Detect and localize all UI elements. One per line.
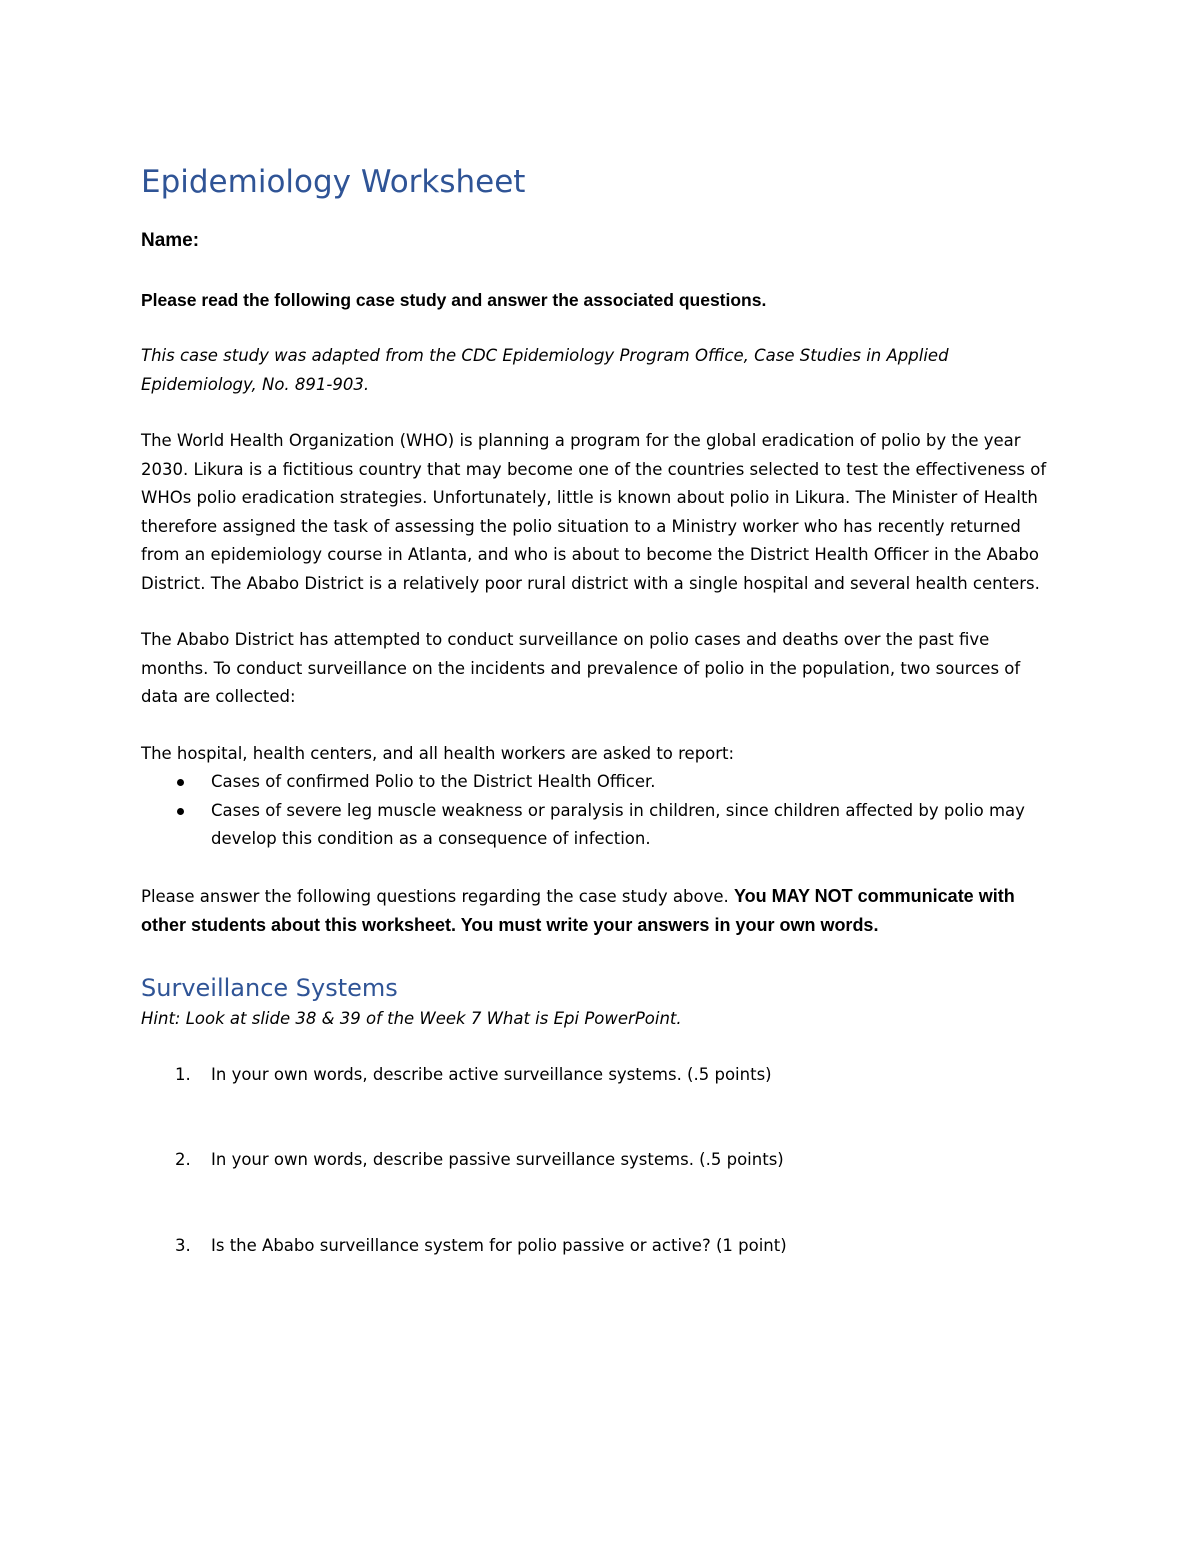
worksheet-page xyxy=(141,160,1061,1260)
question-number: 2. xyxy=(175,1150,191,1169)
question-text: Is the Ababo surveillance system for polio passive or active? (1 point) xyxy=(211,1235,787,1255)
source-note: This case study was adapted from the CDC Epidemiology Program Office, Case Studies in Applied Epidemiology, No. 891-903. xyxy=(141,346,949,394)
case-paragraph-2: The Ababo District has attempted to conduct surveillance on polio cases and deaths over the past five months. To conduct surveillance on the incidents and prevalence of polio in the population, two sources of data are collected: xyxy=(141,630,1021,706)
list-item xyxy=(141,768,1061,797)
question-item xyxy=(141,1146,1061,1175)
question-text: In your own words, describe passive surveillance systems. (.5 points) xyxy=(211,1150,784,1169)
instruction-text: Please read the following case study and answer the associated questions. xyxy=(141,290,767,310)
report-list xyxy=(141,768,1061,854)
page-title: Epidemiology Worksheet xyxy=(141,164,526,200)
list-item-text: Cases of severe leg muscle weakness or paralysis in children, since children affected by polio may develop this condition as a consequence of infection. xyxy=(211,800,1025,848)
question-number: 1. xyxy=(175,1064,191,1084)
list-item xyxy=(141,797,1061,854)
question-list xyxy=(141,1061,1061,1261)
case-paragraph-1: The World Health Organization (WHO) is planning a program for the global eradication of polio by the year 2030. Likura is a fictitious country that may become one of the countries selected to test the effectiveness of WHOs polio eradication strategies. Unfortunately, little is known about polio in Likura. The Minister of Health therefore assigned the task of assessing the polio situation to a Ministry worker who has recently returned from an epidemiology course in Atlanta, and who is about to become the District Health Officer in the Ababo District. The Ababo District is a relatively poor rural district with a single hospital and several health centers. xyxy=(141,431,1047,593)
question-item xyxy=(141,1232,1061,1261)
list-item-text: Cases of confirmed Polio to the District Health Officer. xyxy=(211,772,656,791)
answer-instructions xyxy=(141,882,1061,941)
question-number: 3. xyxy=(175,1235,191,1255)
answer-intro: Please answer the following questions regarding the case study above. xyxy=(141,886,729,906)
question-item xyxy=(141,1061,1061,1090)
section-heading: Surveillance Systems xyxy=(141,973,398,1002)
bullet-icon xyxy=(177,808,184,815)
bullet-icon xyxy=(177,779,184,786)
name-label: Name: xyxy=(141,230,200,251)
answer-warning: You MAY NOT communicate with other students about this worksheet. You must write your answers in your own words. xyxy=(141,885,1015,935)
question-text: In your own words, describe active surveillance systems. (.5 points) xyxy=(211,1064,772,1084)
report-intro: The hospital, health centers, and all health workers are asked to report: xyxy=(141,743,735,763)
section-hint: Hint: Look at slide 38 & 39 of the Week 7 What is Epi PowerPoint. xyxy=(141,1008,682,1028)
